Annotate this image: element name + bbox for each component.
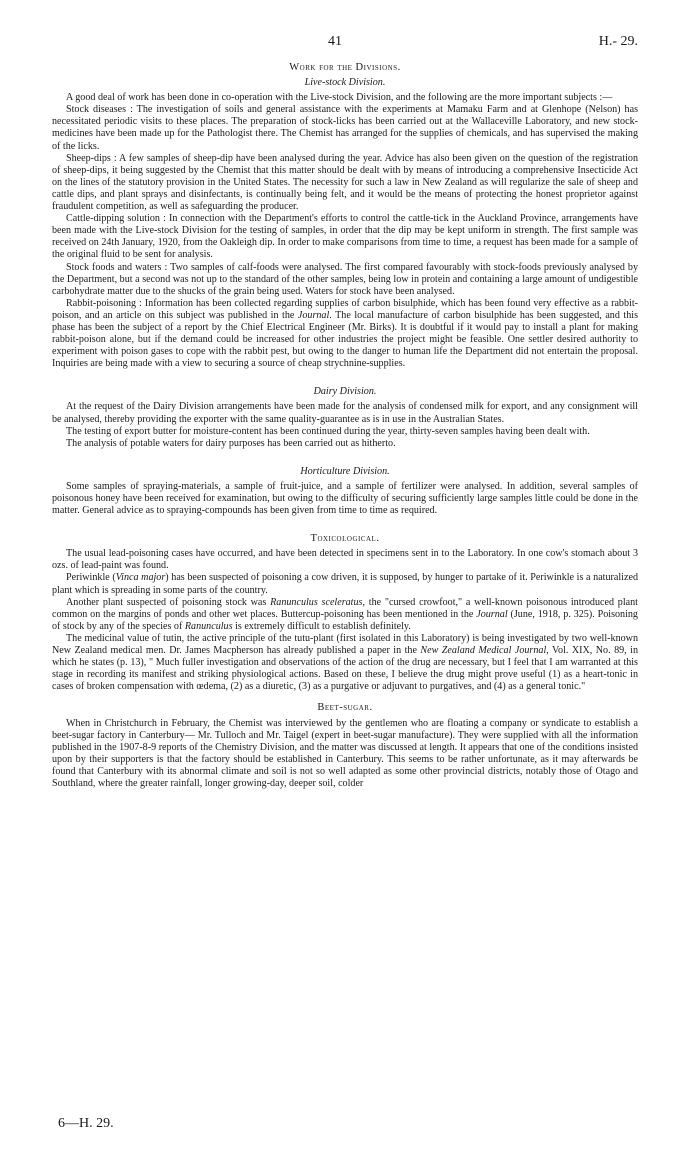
running-head: [52, 36, 638, 56]
crowfoot-text-a: Another plant suspected of poisoning stock was: [66, 596, 271, 608]
toxicological-paragraph-1: The usual lead-poisoning cases have occurred, and have been detected in specimens sent in to the Laboratory. In one cow's stomach about 3 ozs. of lead-paint was found.: [52, 548, 638, 572]
livestock-rabbit-poisoning: [52, 298, 638, 371]
livestock-cattle-dipping: Cattle-dipping solution : In connection with the Department's efforts to control the cattle-tick in the Auckland Province, arrangements have been made with the Live-stock Division for the testing of samples, in order that the dip may be kept uniform in strength. The first sample was received on 24th January, 1920, from the Oakleigh dip. In order to make comparisons from time to time, a request has been made for a sample of the original fluid to be sent for analysis.: [52, 213, 638, 261]
document-reference: H.- 29.: [598, 34, 638, 49]
dairy-paragraph-3: The analysis of potable waters for dairy purposes has been carried out as hitherto.: [66, 437, 396, 449]
crowfoot-text-c: (June, 1918, p. 325). Poisoning of stock by any of the species of: [52, 608, 638, 632]
livestock-sheep-dips: Sheep-dips : A few samples of sheep-dip have been analysed during the year. Advice has also been given on the question of the registration of sheep-dips, it being suggested by the Chemist that this matter should be dealt with by means of introducing a comprehensive Insecticide Act on the lines of the statutory provision in the United States. The necessity for such a law in New Zealand as will regularize the sale of sheep and cattle dips, and plant sprays and disinfectants, is continually being felt, and it would be the means of protecting the honest proprietor against fraudulent competition, as well as safeguarding the producer.: [52, 152, 638, 213]
rabbit-text-b: . The local manufacture of carbon bisulphide has been suggested, and this phase has been the subject of a report by the Chief Electrical Engineer (Mr. Birks). It is doubtful if it would pay to install a plant for making rabbit-poison alone, but if the demand could be increased for other industries the project might be feasible. One settler desired authority to experiment with poison gases to cope with the rabbit pest, but owing to the danger to human life the Department did not entertain the proposal. Inquiries are being made with a view to securing a source of cheap strychnine-supplies.: [52, 309, 638, 370]
vinca-major-name: Vinca major: [115, 572, 166, 584]
rabbit-text-a: Rabbit-poisoning : Information has been collected regarding supplies of carbon bisulphide, which has been found very effective as a rabbit-poison, and an article on this subject was published in the: [52, 297, 638, 321]
section-title-beet-sugar: Beet-sugar.: [317, 702, 373, 714]
dairy-paragraph-2: The testing of export butter for moisture-content has been continued during the year, thirty-seven samples having been dealt with.: [66, 425, 590, 437]
section-title-toxicological: Toxicological.: [310, 533, 380, 545]
toxicological-paragraph-2: [52, 572, 638, 596]
crowfoot-text-b: , the "cursed crowfoot," a well-known poisonous introduced plant common on the margins of ponds and other wet places. Buttercup-poisoning has been mentioned in the: [52, 596, 638, 620]
signature-mark: 6—H. 29.: [58, 1116, 114, 1131]
periwinkle-text-b: ) has been suspected of poisoning a cow driven, it is supposed, by hunger to partake of it. Periwinkle is a naturalized plant which is spreading in some parts of the country.: [52, 572, 638, 596]
nz-medical-journal-title: New Zealand Medical Journal: [420, 645, 547, 657]
crowfoot-text-d: is extremely difficult to establish definitely.: [232, 620, 411, 632]
livestock-stock-foods: Stock foods and waters : Two samples of calf-foods were analysed. The first compared favourably with stock-foods previously analysed by the Department, but a second was not up to the standard of the other samples, being low in protein and containing a large amount of undigestible carbohydrate matter due to the shucks of the grain being used. Waters for stock have been analysed.: [52, 261, 638, 297]
toxicological-paragraph-3: [52, 597, 638, 633]
livestock-intro: A good deal of work has been done in co-operation with the Live-stock Division, and the following are the more important subjects :—: [66, 92, 613, 104]
ranunculus-name: Ranunculus: [184, 620, 233, 632]
subsection-title-horticulture: Horticulture Division.: [300, 465, 390, 477]
tutin-text-b: , Vol. XIX, No. 89, in which he states (p. 13), " Much fuller investigation and observations of the action of the drug are necessary, but I feel that I am warranted at this stage in recording its manifest and striking physiological actions. Based on these, I believe the drug might prove useful (1) as a heart-tonic in cases of broken compensation with œdema, (2) as a diuretic, (3) as a purgative or adjuvant to purgatives, and (4) as a general tonic.": [52, 645, 638, 693]
livestock-stock-diseases: Stock diseases : The investigation of soils and general assistance with the experiments at Mamaku Farm and at Glenhope (Nelson) has necessitated periodic visits to these places. The preparation of stock-licks has been carried out at the Wallaceville Laboratory, and new stock-medicines have been made up for the Pathologist there. The Chemist has arranged for the supplies of chemicals, and has supervised the making of the licks.: [52, 104, 638, 152]
horticulture-paragraph: Some samples of spraying-materials, a sample of fruit-juice, and a sample of fertilizer were analysed. In addition, several samples of poisonous honey have been received for examination, but owing to the difficulty of securing sufficiently large samples little could be done in the matter. General advice as to spraying-compounds has been given from time to time as required.: [52, 480, 638, 517]
tutin-text-a: The medicinal value of tutin, the active principle of the tutu-plant (first isolated in this Laboratory) is being investigated by two well-known New Zealand medical men. Dr. James Macpherson has already published a paper in the: [52, 632, 638, 657]
page-number: 41: [328, 34, 342, 49]
subsection-title-dairy: Dairy Division.: [313, 386, 377, 398]
periwinkle-text-a: Periwinkle (: [66, 572, 116, 584]
ranunculus-sceleratus-name: Ranunculus sceleratus: [270, 596, 363, 608]
toxicological-paragraph-4: [52, 633, 638, 693]
journal-title: Journal: [476, 608, 508, 620]
rabbit-journal-title: Journal: [297, 309, 330, 321]
section-title-divisions: Work for the Divisions.: [289, 62, 401, 73]
beet-sugar-paragraph: When in Christchurch in February, the Chemist was interviewed by the gentlemen who are floating a company or syndicate to establish a beet-sugar factory in Canterbury— Mr. Tulloch and Mr. Taigel (expert in beet-sugar manufacture). They were supplied with all the information published in the 1907-8-9 reports of the Chemistry Division, and the matter was discussed at length. It appears that one of the conditions insisted upon by their supporters is that the factory should be established in Canterbury. This seems to be rather unfortunate, as it may afterwards be found that Canterbury with its abnormal climate and soil is not so well adapted as some other provincial districts, notably those of Otago and Southland, where the greater rainfall, longer growing-day, deeper soil, colder: [52, 717, 638, 789]
dairy-paragraph-1: At the request of the Dairy Division arrangements have been made for the analysis of condensed milk for export, and any consignment will be analysed, thereby providing the exporter with the same quality-guarantee as is in use in the Australian States.: [52, 401, 638, 425]
subsection-title-livestock: Live-stock Division.: [304, 77, 386, 89]
